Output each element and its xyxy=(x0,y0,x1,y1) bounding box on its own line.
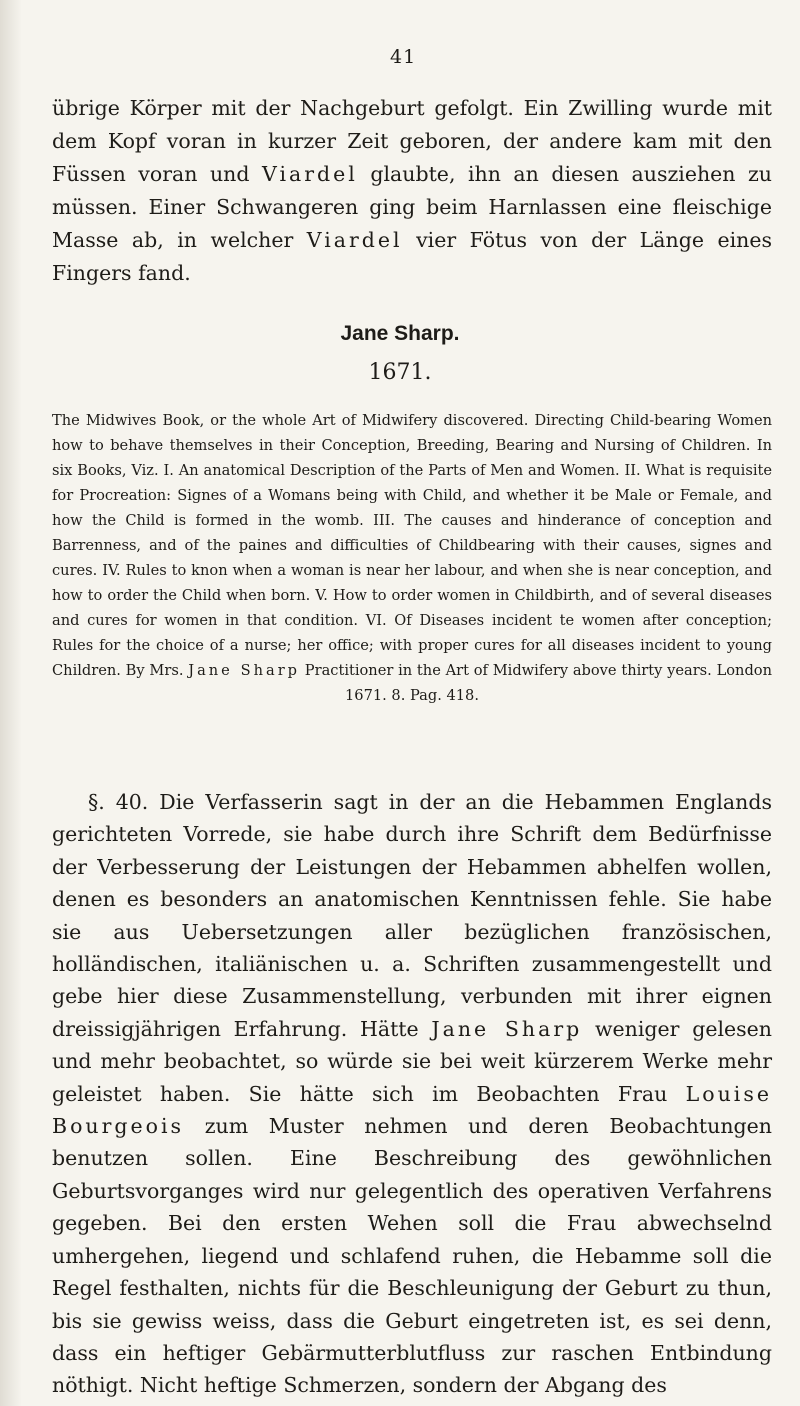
person-name: Jane Sharp xyxy=(431,1016,583,1041)
paragraph-text: glaubte, ihn an diesen ausziehen zu müssen. Einer Schwangeren ging beim Harnlassen eine fleischige Masse ab, in welcher xyxy=(52,162,772,252)
author-name: Jane Sharp xyxy=(188,662,301,679)
page-number: 41 xyxy=(390,46,417,68)
paragraph-text: weniger gelesen und mehr beobachtet, so würde sie bei weit kürzerem Werke mehr geleistet haben. Sie hätte sich im Beobachten Frau xyxy=(52,1016,772,1106)
page-edge-shadow xyxy=(0,0,22,1406)
paragraph-text: zum Muster nehmen und deren Beobachtungen benutzen sollen. Eine Beschreibung des gewöhnlichen Geburtsvorganges wird nur gelegentlich des operativen Verfahrens gegeben. Bei den ersten Wehen soll die Frau abwechselnd umhergehen, liegend und schlafend ruhen, die Hebamme soll die Regel festhalten, nichts für die Beschleunigung der Geburt zu thun, bis sie gewiss weiss, dass die Geburt eingetreten ist, es sei denn, dass ein heftiger Gebärmutterblutfluss zur raschen Entbindung nöthigt. Nicht heftige Schmerzen, sondern der Abgang des xyxy=(52,1114,772,1398)
bibliographic-entry xyxy=(52,408,772,708)
paragraph-continuation xyxy=(52,92,772,290)
person-name: Louise Bourgeois xyxy=(52,1081,772,1139)
section-year: 1671. xyxy=(368,360,432,385)
bibliography-text: The Midwives Book, or the whole Art of Midwifery discovered. Directing Child-bearing Women how to behave themselves in their Conception, Breeding, Bearing and Nursing of Children. In six Books, Viz. I. An anatomical Description of the Parts of Men and Women. II. What is requisite for Procreation: Signes of a Womans being with Child, and whether it be Male or Female, and how the Child is formed in the womb. III. The causes and hinderance of conception and Barrenness, and of the paines and difficulties of Childbearing with their causes, signes and cures. IV. Rules to knon when a woman is near her labour, and when she is near conception, and how to order the Child when born. V. How to order women in Childbirth, and of several diseases and cures for women in that condition. VI. Of Diseases incident te women after conception; Rules for the choice of a nurse; her office; with proper cures for all diseases incident to young Children. By Mrs. xyxy=(52,412,772,679)
paragraph-section-40 xyxy=(52,786,772,1402)
person-name: Viardel xyxy=(306,228,403,252)
bibliography-text: Practitioner in the Art of Midwifery above thirty years. London 1671. 8. Pag. 418. xyxy=(300,662,772,704)
paragraph-text: vier Fötus von der Länge eines Fingers fand. xyxy=(52,228,772,285)
section-heading: Jane Sharp. xyxy=(340,322,460,345)
paragraph-text: übrige Körper mit der Nachgeburt gefolgt. Ein Zwilling wurde mit dem Kopf voran in kurzer Zeit geboren, der andere kam mit den Füssen voran und xyxy=(52,96,772,186)
person-name: Viardel xyxy=(262,162,358,186)
paragraph-text: §. 40. Die Verfasserin sagt in der an die Hebammen Englands gerichteten Vorrede, sie habe durch ihre Schrift dem Bedürfnisse der Verbesserung der Leistungen der Hebammen abhelfen wollen, denen es besonders an anatomischen Kenntnissen fehle. Sie habe sie aus Uebersetzungen aller bezüglichen französischen, holländischen, italiänischen u. a. Schriften zusammengestellt und gebe hier diese Zusammenstellung, verbunden mit ihrer eignen dreissigjährigen Erfahrung. Hätte xyxy=(52,790,772,1041)
